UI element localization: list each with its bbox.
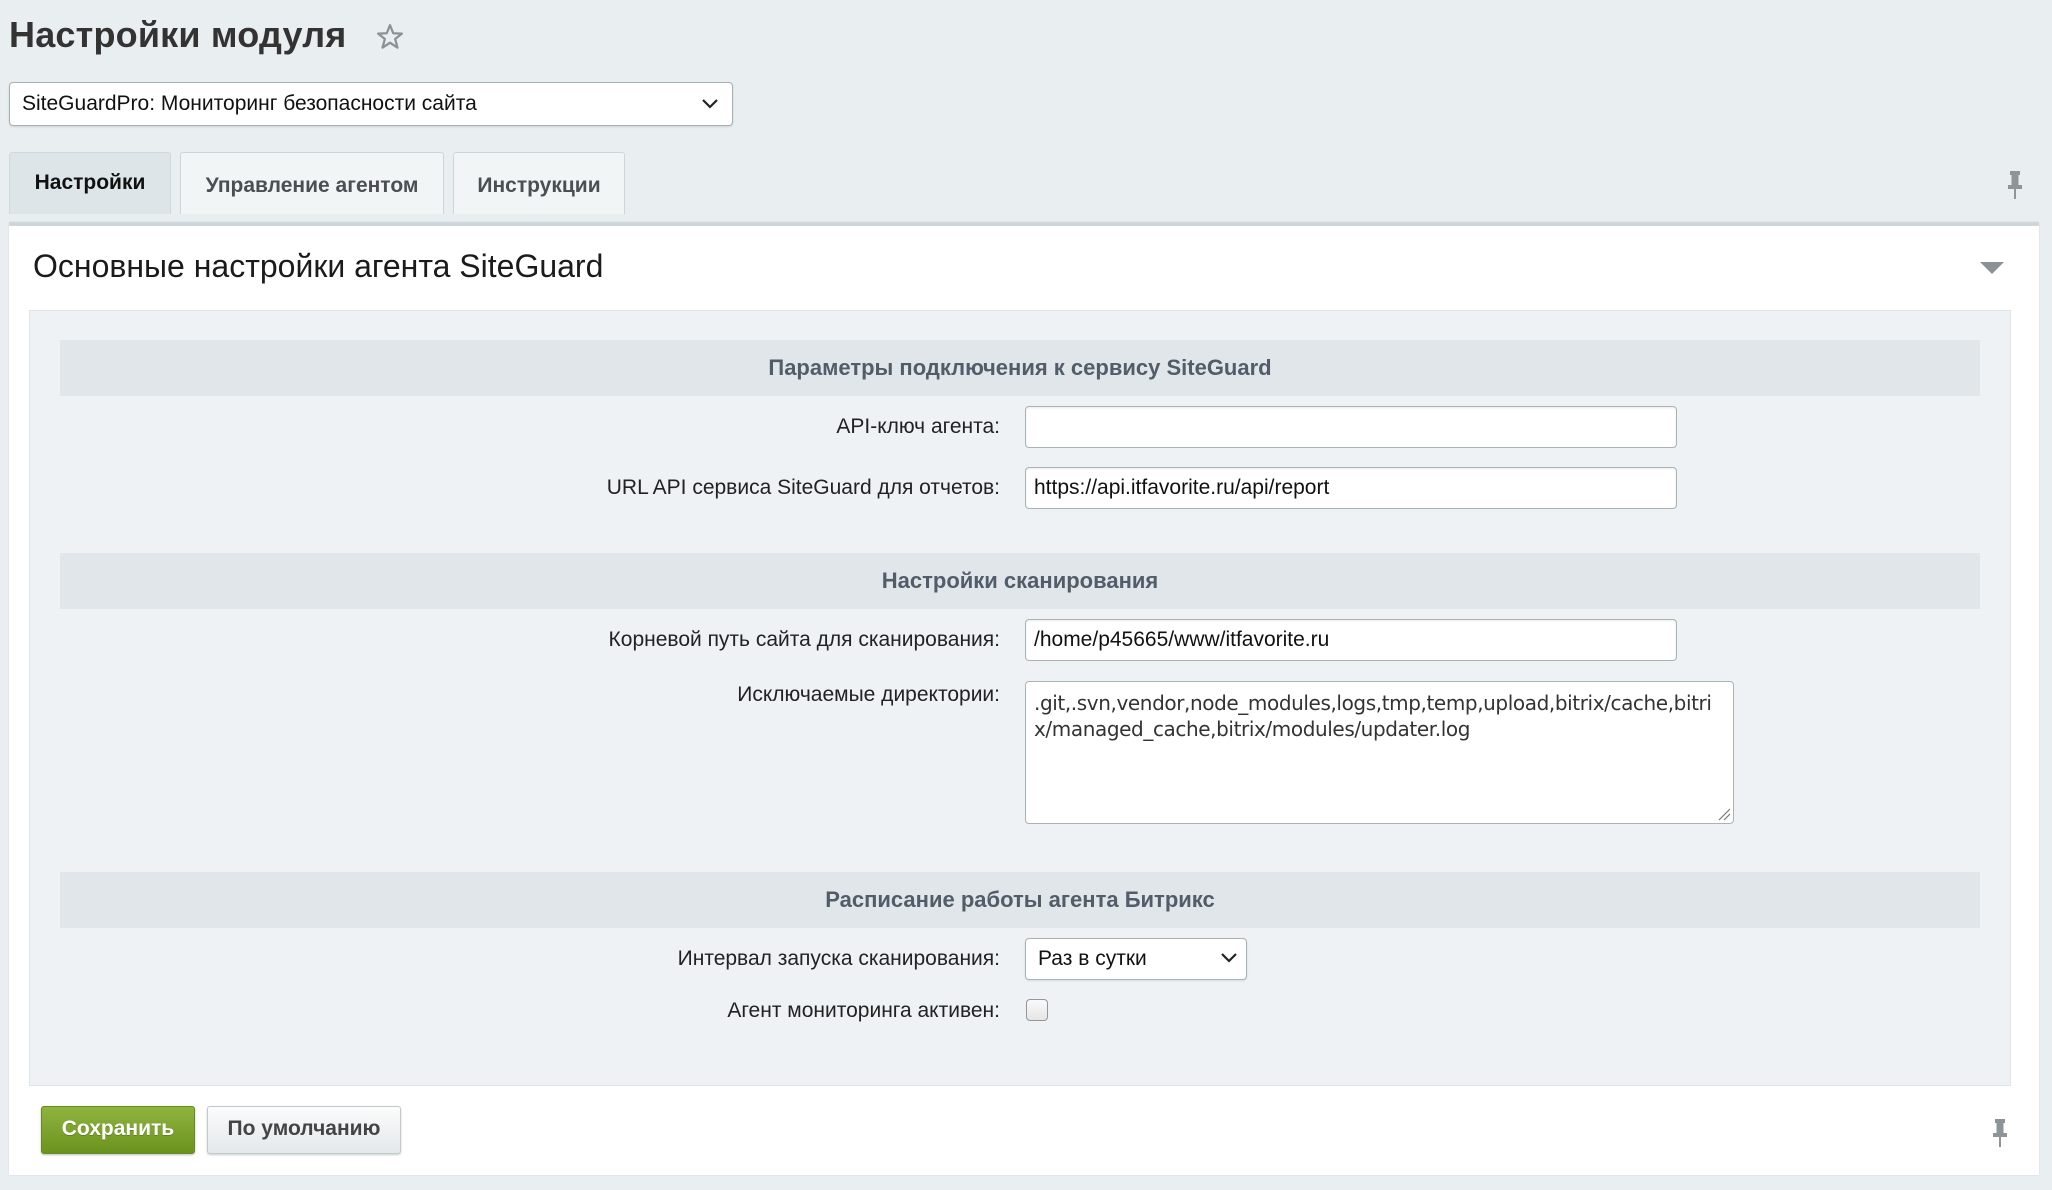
section-title: Основные настройки агента SiteGuard <box>33 248 604 284</box>
pin-icon[interactable] <box>2006 170 2024 200</box>
page-header <box>9 14 405 56</box>
api-key-label: API-ключ агента: <box>836 415 1000 438</box>
chevron-down-icon <box>1220 951 1238 965</box>
excluded-dirs-value: .git,.svn,vendor,node_modules,logs,tmp,temp,upload,bitrix/cache,bitrix/managed_cache,bitrix/modules/updater.log <box>1034 691 1712 741</box>
excluded-dirs-label: Исключаемые директории: <box>737 683 1000 706</box>
tab-settings[interactable]: Настройки <box>9 152 171 214</box>
group-heading-schedule: Расписание работы агента Битрикс <box>60 872 1980 928</box>
default-button[interactable]: По умолчанию <box>207 1106 401 1154</box>
api-url-label: URL API сервиса SiteGuard для отчетов: <box>606 476 1000 499</box>
triangle-down-icon[interactable] <box>1979 260 2005 276</box>
agent-active-label: Агент мониторинга активен: <box>727 999 1000 1022</box>
group-heading-connection: Параметры подключения к сервису SiteGuard <box>60 340 1980 396</box>
module-select[interactable] <box>9 82 733 126</box>
settings-panel <box>9 222 2039 1175</box>
star-icon[interactable] <box>375 22 405 52</box>
root-path-label: Корневой путь сайта для сканирования: <box>608 628 1000 651</box>
form-area <box>29 310 2011 1086</box>
excluded-dirs-textarea[interactable] <box>1025 681 1734 824</box>
page-title: Настройки модуля <box>9 14 347 55</box>
group-heading-scan: Настройки сканирования <box>60 553 1980 609</box>
save-button[interactable]: Сохранить <box>41 1106 195 1154</box>
resize-handle-icon[interactable] <box>1717 807 1731 821</box>
agent-active-checkbox[interactable] <box>1026 999 1048 1021</box>
chevron-down-icon <box>700 96 720 112</box>
interval-label: Интервал запуска сканирования: <box>677 947 1000 970</box>
module-select-value: SiteGuardPro: Мониторинг безопасности сайта <box>22 92 477 115</box>
interval-select[interactable] <box>1025 938 1247 980</box>
root-path-input[interactable] <box>1025 619 1677 661</box>
interval-select-value: Раз в сутки <box>1038 947 1147 970</box>
tab-bar <box>9 152 634 214</box>
pin-icon[interactable] <box>1991 1118 2009 1148</box>
tab-agent-management[interactable]: Управление агентом <box>180 152 444 214</box>
api-url-input[interactable] <box>1025 467 1677 509</box>
tab-instructions[interactable]: Инструкции <box>453 152 625 214</box>
api-key-input[interactable] <box>1025 406 1677 448</box>
